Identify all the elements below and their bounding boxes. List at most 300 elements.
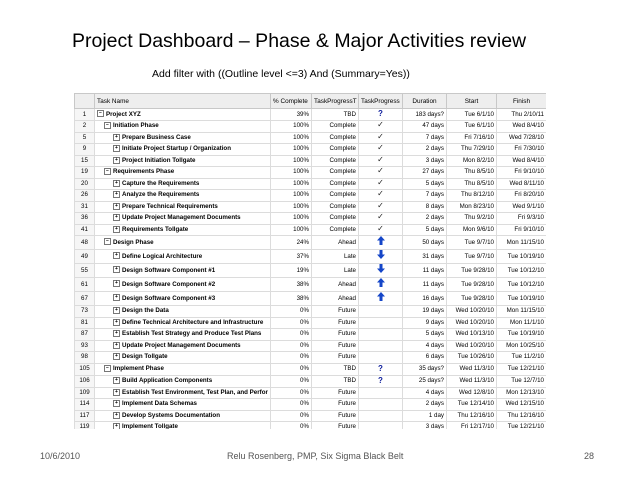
duration-cell[interactable]: 8 days bbox=[403, 201, 447, 213]
start-date-cell[interactable]: Thu 7/29/10 bbox=[447, 144, 497, 156]
progress-indicator-cell[interactable] bbox=[359, 422, 403, 430]
start-date-cell[interactable]: Thu 12/16/10 bbox=[447, 410, 497, 422]
progress-text-cell[interactable]: Future bbox=[312, 317, 359, 329]
duration-cell[interactable]: 5 days bbox=[403, 224, 447, 236]
percent-complete-cell[interactable]: 39% bbox=[271, 109, 312, 121]
check-icon: ✓ bbox=[377, 143, 384, 153]
expand-toggle-icon[interactable]: + bbox=[113, 400, 120, 407]
finish-date-cell[interactable]: Wed 8/11/10 bbox=[497, 178, 547, 190]
progress-text-cell[interactable]: Complete bbox=[312, 201, 359, 213]
percent-complete-cell[interactable]: 100% bbox=[271, 224, 312, 236]
finish-date-cell[interactable]: Wed 12/15/10 bbox=[497, 399, 547, 411]
progress-indicator-cell[interactable] bbox=[359, 317, 403, 329]
table-row[interactable] bbox=[75, 352, 547, 364]
duration-cell[interactable]: 16 days bbox=[403, 292, 447, 306]
task-name-text: Develop Systems Documentation bbox=[122, 411, 220, 419]
table-row[interactable] bbox=[75, 399, 547, 411]
task-name-cell[interactable] bbox=[95, 144, 271, 156]
task-name-text: Design Phase bbox=[113, 238, 154, 246]
task-name-text: Establish Test Strategy and Produce Test Plans bbox=[122, 330, 262, 338]
footer-author: Relu Rosenberg, PMP, Six Sigma Black Belt bbox=[227, 451, 404, 461]
percent-complete-cell[interactable]: 100% bbox=[271, 201, 312, 213]
start-date-cell[interactable]: Wed 10/20/10 bbox=[447, 317, 497, 329]
finish-date-cell[interactable]: Tue 12/7/10 bbox=[497, 375, 547, 387]
start-date-cell[interactable]: Wed 10/13/10 bbox=[447, 329, 497, 341]
task-name-cell[interactable] bbox=[95, 109, 271, 121]
table-row[interactable] bbox=[75, 213, 547, 225]
task-name-cell[interactable] bbox=[95, 190, 271, 202]
table-row[interactable] bbox=[75, 250, 547, 264]
task-name-text: Implement Phase bbox=[113, 365, 164, 372]
finish-date-cell[interactable]: Mon 12/13/10 bbox=[497, 387, 547, 399]
col-header-percent-complete[interactable]: % Complete bbox=[271, 94, 312, 109]
collapse-toggle-icon[interactable]: − bbox=[104, 168, 111, 175]
progress-text-cell[interactable]: Future bbox=[312, 422, 359, 430]
start-date-cell[interactable]: Fri 12/17/10 bbox=[447, 422, 497, 430]
percent-complete-cell[interactable]: 100% bbox=[271, 121, 312, 133]
table-row[interactable] bbox=[75, 264, 547, 278]
progress-indicator-cell[interactable] bbox=[359, 387, 403, 399]
row-id-cell[interactable]: 31 bbox=[75, 201, 95, 213]
percent-complete-cell[interactable]: 0% bbox=[271, 352, 312, 364]
table-row[interactable] bbox=[75, 363, 547, 375]
table-row[interactable] bbox=[75, 109, 547, 121]
row-id-cell[interactable]: 61 bbox=[75, 278, 95, 292]
row-id-cell[interactable]: 19 bbox=[75, 167, 95, 179]
task-name-cell[interactable] bbox=[95, 132, 271, 144]
progress-indicator-cell[interactable] bbox=[359, 155, 403, 167]
progress-text-cell[interactable]: Future bbox=[312, 387, 359, 399]
progress-text-cell[interactable]: Complete bbox=[312, 213, 359, 225]
finish-date-cell[interactable]: Fri 9/3/10 bbox=[497, 213, 547, 225]
expand-toggle-icon[interactable]: + bbox=[113, 252, 120, 259]
task-name-cell[interactable] bbox=[95, 387, 271, 399]
percent-complete-cell[interactable]: 0% bbox=[271, 410, 312, 422]
duration-cell[interactable]: 4 days bbox=[403, 340, 447, 352]
start-date-cell[interactable]: Wed 10/20/10 bbox=[447, 340, 497, 352]
progress-text-cell[interactable]: Complete bbox=[312, 121, 359, 133]
finish-date-cell[interactable]: Tue 10/19/10 bbox=[497, 329, 547, 341]
finish-date-cell[interactable]: Mon 10/25/10 bbox=[497, 340, 547, 352]
finish-date-cell[interactable]: Tue 10/19/10 bbox=[497, 292, 547, 306]
duration-cell[interactable]: 7 days bbox=[403, 190, 447, 202]
slide-title: Project Dashboard – Phase & Major Activities review bbox=[72, 30, 527, 52]
table-row[interactable] bbox=[75, 155, 547, 167]
col-header-start[interactable]: Start bbox=[447, 94, 497, 109]
duration-cell[interactable]: 3 days bbox=[403, 155, 447, 167]
col-header-task-name[interactable]: Task Name bbox=[95, 94, 271, 109]
start-date-cell[interactable]: Thu 8/12/10 bbox=[447, 190, 497, 202]
start-date-cell[interactable]: Fri 7/16/10 bbox=[447, 132, 497, 144]
progress-text-cell[interactable]: Complete bbox=[312, 132, 359, 144]
start-date-cell[interactable]: Thu 9/2/10 bbox=[447, 213, 497, 225]
duration-cell[interactable]: 7 days bbox=[403, 132, 447, 144]
table-row[interactable] bbox=[75, 190, 547, 202]
table-row[interactable] bbox=[75, 167, 547, 179]
progress-text-cell[interactable]: TBD bbox=[312, 109, 359, 121]
col-header-duration[interactable]: Duration bbox=[403, 94, 447, 109]
task-name-cell[interactable] bbox=[95, 375, 271, 387]
task-name-cell[interactable] bbox=[95, 410, 271, 422]
progress-indicator-cell[interactable] bbox=[359, 121, 403, 133]
expand-toggle-icon[interactable]: + bbox=[113, 180, 120, 187]
task-name-cell[interactable] bbox=[95, 422, 271, 430]
duration-cell[interactable]: 19 days bbox=[403, 306, 447, 318]
progress-text-cell[interactable]: Complete bbox=[312, 144, 359, 156]
progress-indicator-cell[interactable] bbox=[359, 250, 403, 264]
table-row[interactable] bbox=[75, 201, 547, 213]
collapse-toggle-icon[interactable]: − bbox=[104, 238, 111, 245]
row-id-cell[interactable]: 15 bbox=[75, 155, 95, 167]
table-row[interactable] bbox=[75, 292, 547, 306]
duration-cell[interactable]: 47 days bbox=[403, 121, 447, 133]
start-date-cell[interactable]: Tue 9/28/10 bbox=[447, 278, 497, 292]
expand-toggle-icon[interactable]: + bbox=[113, 423, 120, 429]
row-id-cell[interactable]: 93 bbox=[75, 340, 95, 352]
collapse-toggle-icon[interactable]: − bbox=[97, 110, 104, 117]
percent-complete-cell[interactable]: 100% bbox=[271, 167, 312, 179]
expand-toggle-icon[interactable]: + bbox=[113, 134, 120, 141]
percent-complete-cell[interactable]: 0% bbox=[271, 306, 312, 318]
row-id-cell[interactable]: 20 bbox=[75, 178, 95, 190]
finish-date-cell[interactable]: Tue 11/2/10 bbox=[497, 352, 547, 364]
task-name-cell[interactable] bbox=[95, 399, 271, 411]
duration-cell[interactable]: 2 days bbox=[403, 213, 447, 225]
table-row[interactable] bbox=[75, 387, 547, 399]
percent-complete-cell[interactable]: 24% bbox=[271, 236, 312, 250]
row-id-cell[interactable]: 106 bbox=[75, 375, 95, 387]
percent-complete-cell[interactable]: 0% bbox=[271, 422, 312, 430]
task-name-cell[interactable] bbox=[95, 178, 271, 190]
progress-indicator-cell[interactable] bbox=[359, 132, 403, 144]
start-date-cell[interactable]: Wed 10/20/10 bbox=[447, 306, 497, 318]
start-date-cell[interactable]: Tue 6/1/10 bbox=[447, 109, 497, 121]
collapse-toggle-icon[interactable]: − bbox=[104, 365, 111, 372]
progress-text-cell[interactable]: Ahead bbox=[312, 278, 359, 292]
task-name-cell[interactable] bbox=[95, 213, 271, 225]
expand-toggle-icon[interactable]: + bbox=[113, 226, 120, 233]
table-row[interactable] bbox=[75, 224, 547, 236]
duration-cell[interactable]: 3 days bbox=[403, 422, 447, 430]
gantt-table-container[interactable] bbox=[74, 93, 546, 429]
percent-complete-cell[interactable]: 100% bbox=[271, 144, 312, 156]
arrow-up-icon bbox=[377, 236, 385, 249]
percent-complete-cell[interactable]: 0% bbox=[271, 317, 312, 329]
progress-indicator-cell[interactable] bbox=[359, 292, 403, 306]
start-date-cell[interactable]: Wed 11/3/10 bbox=[447, 363, 497, 375]
row-id-cell[interactable]: 119 bbox=[75, 422, 95, 430]
start-date-cell[interactable]: Tue 9/28/10 bbox=[447, 292, 497, 306]
expand-toggle-icon[interactable]: + bbox=[113, 145, 120, 152]
progress-indicator-cell[interactable] bbox=[359, 352, 403, 364]
expand-toggle-icon[interactable]: + bbox=[113, 353, 120, 360]
footer-page-number: 28 bbox=[584, 451, 595, 461]
progress-indicator-cell[interactable] bbox=[359, 201, 403, 213]
row-id-cell[interactable]: 73 bbox=[75, 306, 95, 318]
percent-complete-cell[interactable]: 100% bbox=[271, 178, 312, 190]
percent-complete-cell[interactable]: 0% bbox=[271, 329, 312, 341]
row-id-cell[interactable]: 5 bbox=[75, 132, 95, 144]
expand-toggle-icon[interactable]: + bbox=[113, 389, 120, 396]
row-id-cell[interactable]: 26 bbox=[75, 190, 95, 202]
task-name-cell[interactable] bbox=[95, 224, 271, 236]
col-header-finish[interactable]: Finish bbox=[497, 94, 547, 109]
task-name-text: Project XYZ bbox=[106, 110, 141, 118]
row-id-cell[interactable]: 67 bbox=[75, 292, 95, 306]
row-id-cell[interactable]: 114 bbox=[75, 399, 95, 411]
progress-text-cell[interactable]: Late bbox=[312, 250, 359, 264]
progress-text-cell[interactable]: TBD bbox=[312, 375, 359, 387]
start-date-cell[interactable]: Tue 10/26/10 bbox=[447, 352, 497, 364]
percent-complete-cell[interactable]: 38% bbox=[271, 278, 312, 292]
row-id-cell[interactable]: 98 bbox=[75, 352, 95, 364]
table-row[interactable] bbox=[75, 121, 547, 133]
row-id-cell[interactable]: 2 bbox=[75, 121, 95, 133]
table-row[interactable] bbox=[75, 278, 547, 292]
percent-complete-cell[interactable]: 100% bbox=[271, 132, 312, 144]
progress-indicator-cell[interactable] bbox=[359, 213, 403, 225]
row-id-cell[interactable]: 55 bbox=[75, 264, 95, 278]
percent-complete-cell[interactable]: 100% bbox=[271, 213, 312, 225]
progress-indicator-cell[interactable] bbox=[359, 340, 403, 352]
finish-date-cell[interactable]: Fri 9/10/10 bbox=[497, 167, 547, 179]
duration-cell[interactable]: 1 day bbox=[403, 410, 447, 422]
task-name-cell[interactable] bbox=[95, 121, 271, 133]
finish-date-cell[interactable]: Tue 12/21/10 bbox=[497, 422, 547, 430]
duration-cell[interactable]: 35 days? bbox=[403, 363, 447, 375]
task-name-cell[interactable] bbox=[95, 250, 271, 264]
finish-date-cell[interactable]: Wed 9/1/10 bbox=[497, 201, 547, 213]
start-date-cell[interactable]: Tue 9/7/10 bbox=[447, 250, 497, 264]
task-name-cell[interactable] bbox=[95, 236, 271, 250]
percent-complete-cell[interactable]: 0% bbox=[271, 340, 312, 352]
progress-text-cell[interactable]: Future bbox=[312, 352, 359, 364]
question-icon: ? bbox=[378, 363, 383, 373]
expand-toggle-icon[interactable]: + bbox=[113, 412, 120, 419]
finish-date-cell[interactable]: Fri 8/20/10 bbox=[497, 190, 547, 202]
percent-complete-cell[interactable]: 100% bbox=[271, 190, 312, 202]
progress-indicator-cell[interactable] bbox=[359, 178, 403, 190]
col-header-task-progress-text[interactable]: TaskProgressT bbox=[312, 94, 359, 109]
duration-cell[interactable]: 11 days bbox=[403, 264, 447, 278]
finish-date-cell[interactable]: Tue 10/12/10 bbox=[497, 278, 547, 292]
expand-toggle-icon[interactable]: + bbox=[113, 307, 120, 314]
expand-toggle-icon[interactable]: + bbox=[113, 157, 120, 164]
progress-text-cell[interactable]: Ahead bbox=[312, 236, 359, 250]
finish-date-cell[interactable]: Fri 7/30/10 bbox=[497, 144, 547, 156]
expand-toggle-icon[interactable]: + bbox=[113, 280, 120, 287]
col-header-id[interactable] bbox=[75, 94, 95, 109]
task-name-cell[interactable] bbox=[95, 352, 271, 364]
progress-indicator-cell[interactable] bbox=[359, 167, 403, 179]
progress-text-cell[interactable]: Complete bbox=[312, 167, 359, 179]
task-name-text: Initiate Project Startup / Organization bbox=[122, 145, 231, 153]
start-date-cell[interactable]: Thu 8/5/10 bbox=[447, 167, 497, 179]
table-row[interactable] bbox=[75, 144, 547, 156]
progress-indicator-cell[interactable] bbox=[359, 375, 403, 387]
check-icon: ✓ bbox=[377, 155, 384, 164]
finish-date-cell[interactable]: Mon 11/15/10 bbox=[497, 236, 547, 250]
duration-cell[interactable]: 2 days bbox=[403, 399, 447, 411]
start-date-cell[interactable]: Tue 9/28/10 bbox=[447, 264, 497, 278]
table-row[interactable] bbox=[75, 375, 547, 387]
start-date-cell[interactable]: Mon 8/2/10 bbox=[447, 155, 497, 167]
row-id-cell[interactable]: 109 bbox=[75, 387, 95, 399]
progress-text-cell[interactable]: Complete bbox=[312, 224, 359, 236]
row-id-cell[interactable]: 81 bbox=[75, 317, 95, 329]
row-id-cell[interactable]: 9 bbox=[75, 144, 95, 156]
task-name-cell[interactable] bbox=[95, 155, 271, 167]
progress-indicator-cell[interactable] bbox=[359, 264, 403, 278]
progress-indicator-cell[interactable] bbox=[359, 236, 403, 250]
task-name-cell[interactable] bbox=[95, 340, 271, 352]
finish-date-cell[interactable]: Thu 12/16/10 bbox=[497, 410, 547, 422]
finish-date-cell[interactable]: Wed 7/28/10 bbox=[497, 132, 547, 144]
finish-date-cell[interactable]: Mon 11/15/10 bbox=[497, 306, 547, 318]
duration-cell[interactable]: 5 days bbox=[403, 329, 447, 341]
start-date-cell[interactable]: Wed 12/8/10 bbox=[447, 387, 497, 399]
finish-date-cell[interactable]: Wed 8/4/10 bbox=[497, 155, 547, 167]
task-name-cell[interactable] bbox=[95, 329, 271, 341]
duration-cell[interactable]: 50 days bbox=[403, 236, 447, 250]
task-name-cell[interactable] bbox=[95, 363, 271, 375]
start-date-cell[interactable]: Tue 6/1/10 bbox=[447, 121, 497, 133]
progress-indicator-cell[interactable] bbox=[359, 329, 403, 341]
percent-complete-cell[interactable]: 38% bbox=[271, 292, 312, 306]
expand-toggle-icon[interactable]: + bbox=[113, 203, 120, 210]
progress-text-cell[interactable]: Future bbox=[312, 399, 359, 411]
percent-complete-cell[interactable]: 0% bbox=[271, 363, 312, 375]
task-name-text: Design Tollgate bbox=[122, 353, 168, 361]
row-id-cell[interactable]: 41 bbox=[75, 224, 95, 236]
table-row[interactable] bbox=[75, 236, 547, 250]
expand-toggle-icon[interactable]: + bbox=[113, 377, 120, 384]
percent-complete-cell[interactable]: 0% bbox=[271, 375, 312, 387]
progress-text-cell[interactable]: TBD bbox=[312, 363, 359, 375]
progress-text-cell[interactable]: Future bbox=[312, 340, 359, 352]
task-name-cell[interactable] bbox=[95, 278, 271, 292]
duration-cell[interactable]: 183 days? bbox=[403, 109, 447, 121]
progress-indicator-cell[interactable] bbox=[359, 306, 403, 318]
percent-complete-cell[interactable]: 37% bbox=[271, 250, 312, 264]
progress-text-cell[interactable]: Future bbox=[312, 410, 359, 422]
progress-text-cell[interactable]: Complete bbox=[312, 178, 359, 190]
progress-text-cell[interactable]: Complete bbox=[312, 155, 359, 167]
progress-indicator-cell[interactable] bbox=[359, 363, 403, 375]
percent-complete-cell[interactable]: 100% bbox=[271, 155, 312, 167]
expand-toggle-icon[interactable]: + bbox=[113, 214, 120, 221]
duration-cell[interactable]: 11 days bbox=[403, 278, 447, 292]
progress-indicator-cell[interactable] bbox=[359, 109, 403, 121]
task-name-cell[interactable] bbox=[95, 317, 271, 329]
arrow-up-icon bbox=[377, 292, 385, 305]
task-name-cell[interactable] bbox=[95, 292, 271, 306]
table-row[interactable] bbox=[75, 317, 547, 329]
task-name-text: Design Software Component #1 bbox=[122, 266, 216, 274]
percent-complete-cell[interactable]: 0% bbox=[271, 399, 312, 411]
table-row[interactable] bbox=[75, 132, 547, 144]
duration-cell[interactable]: 9 days bbox=[403, 317, 447, 329]
expand-toggle-icon[interactable]: + bbox=[113, 342, 120, 349]
expand-toggle-icon[interactable]: + bbox=[113, 191, 120, 198]
progress-indicator-cell[interactable] bbox=[359, 190, 403, 202]
task-name-cell[interactable] bbox=[95, 306, 271, 318]
expand-toggle-icon[interactable]: + bbox=[113, 266, 120, 273]
start-date-cell[interactable]: Wed 11/3/10 bbox=[447, 375, 497, 387]
table-row[interactable] bbox=[75, 306, 547, 318]
table-row[interactable] bbox=[75, 422, 547, 430]
duration-cell[interactable]: 25 days? bbox=[403, 375, 447, 387]
row-id-cell[interactable]: 117 bbox=[75, 410, 95, 422]
progress-text-cell[interactable]: Late bbox=[312, 264, 359, 278]
progress-text-cell[interactable]: Ahead bbox=[312, 292, 359, 306]
start-date-cell[interactable]: Tue 9/7/10 bbox=[447, 236, 497, 250]
row-id-cell[interactable]: 49 bbox=[75, 250, 95, 264]
start-date-cell[interactable]: Mon 8/23/10 bbox=[447, 201, 497, 213]
col-header-task-progress[interactable]: TaskProgress bbox=[359, 94, 403, 109]
row-id-cell[interactable]: 105 bbox=[75, 363, 95, 375]
expand-toggle-icon[interactable]: + bbox=[113, 294, 120, 301]
finish-date-cell[interactable]: Thu 2/10/11 bbox=[497, 109, 547, 121]
duration-cell[interactable]: 6 days bbox=[403, 352, 447, 364]
finish-date-cell[interactable]: Mon 11/1/10 bbox=[497, 317, 547, 329]
progress-text-cell[interactable]: Future bbox=[312, 306, 359, 318]
progress-text-cell[interactable]: Future bbox=[312, 329, 359, 341]
progress-indicator-cell[interactable] bbox=[359, 410, 403, 422]
row-id-cell[interactable]: 1 bbox=[75, 109, 95, 121]
table-row[interactable] bbox=[75, 178, 547, 190]
expand-toggle-icon[interactable]: + bbox=[113, 319, 120, 326]
progress-indicator-cell[interactable] bbox=[359, 144, 403, 156]
expand-toggle-icon[interactable]: + bbox=[113, 330, 120, 337]
finish-date-cell[interactable]: Tue 12/21/10 bbox=[497, 363, 547, 375]
start-date-cell[interactable]: Thu 8/5/10 bbox=[447, 178, 497, 190]
duration-cell[interactable]: 27 days bbox=[403, 167, 447, 179]
duration-cell[interactable]: 2 days bbox=[403, 144, 447, 156]
finish-date-cell[interactable]: Tue 10/12/10 bbox=[497, 264, 547, 278]
finish-date-cell[interactable]: Fri 9/10/10 bbox=[497, 224, 547, 236]
row-id-cell[interactable]: 87 bbox=[75, 329, 95, 341]
table-row[interactable] bbox=[75, 329, 547, 341]
row-id-cell[interactable]: 48 bbox=[75, 236, 95, 250]
task-name-cell[interactable] bbox=[95, 201, 271, 213]
progress-text-cell[interactable]: Complete bbox=[312, 190, 359, 202]
start-date-cell[interactable]: Mon 9/6/10 bbox=[447, 224, 497, 236]
task-name-cell[interactable] bbox=[95, 167, 271, 179]
row-id-cell[interactable]: 36 bbox=[75, 213, 95, 225]
progress-indicator-cell[interactable] bbox=[359, 399, 403, 411]
task-name-text: Project Initiation Tollgate bbox=[122, 156, 196, 164]
table-row[interactable] bbox=[75, 340, 547, 352]
start-date-cell[interactable]: Tue 12/14/10 bbox=[447, 399, 497, 411]
percent-complete-cell[interactable]: 0% bbox=[271, 387, 312, 399]
task-name-text: Define Technical Architecture and Infrastructure bbox=[122, 318, 264, 326]
question-icon: ? bbox=[378, 109, 383, 118]
progress-indicator-cell[interactable] bbox=[359, 224, 403, 236]
duration-cell[interactable]: 31 days bbox=[403, 250, 447, 264]
table-row[interactable] bbox=[75, 410, 547, 422]
collapse-toggle-icon[interactable]: − bbox=[104, 122, 111, 129]
task-name-cell[interactable] bbox=[95, 264, 271, 278]
duration-cell[interactable]: 5 days bbox=[403, 178, 447, 190]
duration-cell[interactable]: 4 days bbox=[403, 387, 447, 399]
percent-complete-cell[interactable]: 19% bbox=[271, 264, 312, 278]
finish-date-cell[interactable]: Wed 8/4/10 bbox=[497, 121, 547, 133]
finish-date-cell[interactable]: Tue 10/19/10 bbox=[497, 250, 547, 264]
progress-indicator-cell[interactable] bbox=[359, 278, 403, 292]
task-name-text: Update Project Management Documents bbox=[122, 341, 241, 349]
task-name-text: Requirements Phase bbox=[113, 168, 175, 176]
